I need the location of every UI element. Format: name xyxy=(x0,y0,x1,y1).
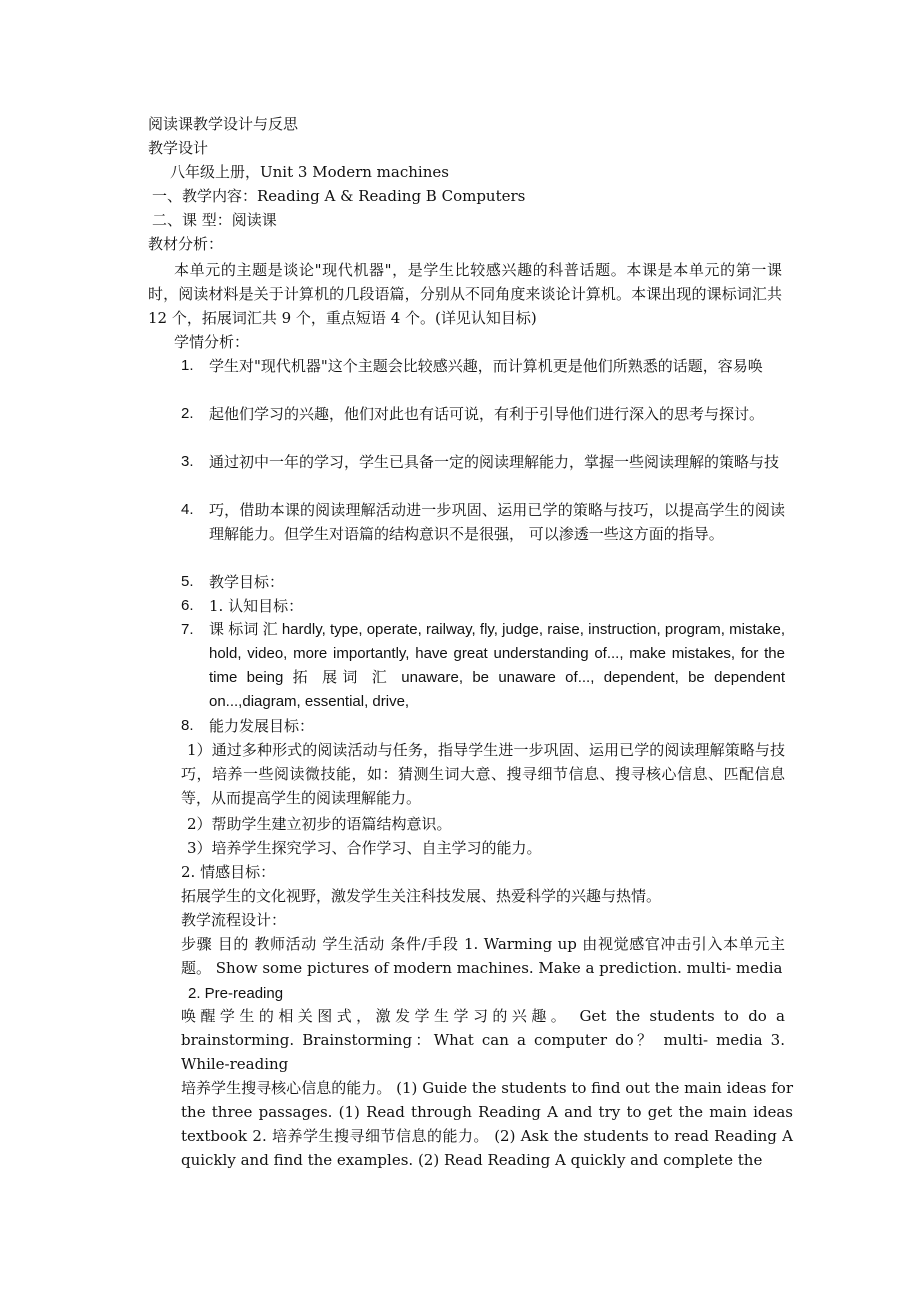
list-item-number: 7. xyxy=(181,621,194,638)
list-item-text: 巧，借助本课的阅读理解活动进一步巩固、运用已学的策略与技巧，以提高学生的阅读理解能力。但学生对语篇的结构意识不是很强， 可以渗透一些这方面的指导。 xyxy=(209,501,785,543)
section-heading-teaching-design: 教学设计 xyxy=(148,139,209,157)
list-item-number: 8. xyxy=(181,717,194,734)
document-title: 阅读课教学设计与反思 xyxy=(148,115,299,133)
list-item xyxy=(181,498,785,570)
ability-goal-2: 2）帮助学生建立初步的语篇结构意识。 xyxy=(187,815,452,833)
list-item-text: 起他们学习的兴趣，他们对此也有话可说，有利于引导他们进行深入的思考与探讨。 xyxy=(209,405,765,423)
list-item-text: 通过初中一年的学习，学生已具备一定的阅读理解能力，掌握一些阅读理解的策略与技 xyxy=(209,453,780,471)
teaching-content-line: 一、教学内容：Reading A & Reading B Computers xyxy=(152,187,526,205)
material-analysis-paragraph: 本单元的主题是谈论"现代机器"，是学生比较感兴趣的科普话题。本课是本单元的第一课时，阅读材料是关于计算机的几段语篇，分别从不同角度来谈论计算机。本课出现的课标词汇共 12 个，拓展词汇共 9 个，重点短语 4 个。(详见认知目标) xyxy=(148,261,782,327)
teaching-flow-pre-reading: 2. Pre-reading xyxy=(188,985,284,1002)
lesson-type-line: 二、课 型：阅读课 xyxy=(152,211,277,229)
ability-goal-3: 3）培养学生探究学习、合作学习、自主学习的能力。 xyxy=(187,839,542,857)
list-item-text: 能力发展目标： xyxy=(209,717,315,735)
list-item-number: 6. xyxy=(181,597,194,614)
teaching-flow-row-2: 唤醒学生的相关图式，激发学生学习的兴趣。 Get the students to do a brainstorming. Brainstorming：What can a computer do？ multi- media 3. While-reading xyxy=(181,1007,785,1073)
emotion-goal-text: 拓展学生的文化视野，激发学生关注科技发展、热爱科学的兴趣与热情。 xyxy=(181,887,662,905)
learner-analysis-heading: 学情分析： xyxy=(174,333,250,351)
list-item-text: 1. 认知目标： xyxy=(209,597,304,615)
list-item-number: 1. xyxy=(181,357,194,374)
list-item xyxy=(181,402,785,450)
teaching-flow-row-3: 培养学生搜寻核心信息的能力。 (1) Guide the students to find out the main ideas for the three passages. (1) Read through Reading A and try to get the main ideas textbook 2. 培养学生搜寻细节信息的能力。 (2) Ask the students to read Reading A quickly and find the examples. (2) Read Reading A quickly and complete the xyxy=(181,1079,793,1169)
list-item xyxy=(181,570,785,594)
material-analysis-heading: 教材分析： xyxy=(148,235,224,253)
list-item xyxy=(181,618,785,714)
list-item xyxy=(181,354,785,402)
emotion-goal-heading: 2. 情感目标： xyxy=(181,863,276,881)
teaching-flow-row-1: 步骤 目的 教师活动 学生活动 条件/手段 1. Warming up 由视觉感官冲击引入本单元主题。 Show some pictures of modern machines. Make a prediction. multi- media xyxy=(181,935,785,977)
teaching-flow-heading: 教学流程设计： xyxy=(181,911,287,929)
list-item-number: 5. xyxy=(181,573,194,590)
list-item xyxy=(181,714,785,738)
list-item-text: 课 标词 汇 hardly, type, operate, railway, fly, judge, raise, instruction, program, mistake, hold, video, more importantly, have great understanding of..., make mistakes, for the time being 拓 展词 汇 unaware, be unaware of..., dependent, be dependent on...,diagram, essential, drive, xyxy=(209,621,785,710)
list-item-number: 2. xyxy=(181,405,194,422)
grade-unit-line: 八年级上册，Unit 3 Modern machines xyxy=(170,163,449,181)
list-item xyxy=(181,594,785,618)
ability-goal-1: 1）通过多种形式的阅读活动与任务，指导学生进一步巩固、运用已学的阅读理解策略与技巧，培养一些阅读微技能，如：猜测生词大意、搜寻细节信息、搜寻核心信息、匹配信息 等，从而提高学生的阅读理解能力。 xyxy=(181,741,785,807)
list-item-number: 4. xyxy=(181,501,194,518)
list-item xyxy=(181,450,785,498)
list-item-text: 学生对"现代机器"这个主题会比较感兴趣，而计算机更是他们所熟悉的话题，容易唤 xyxy=(209,357,763,375)
list-item-number: 3. xyxy=(181,453,194,470)
list-item-text: 教学目标： xyxy=(209,573,285,591)
